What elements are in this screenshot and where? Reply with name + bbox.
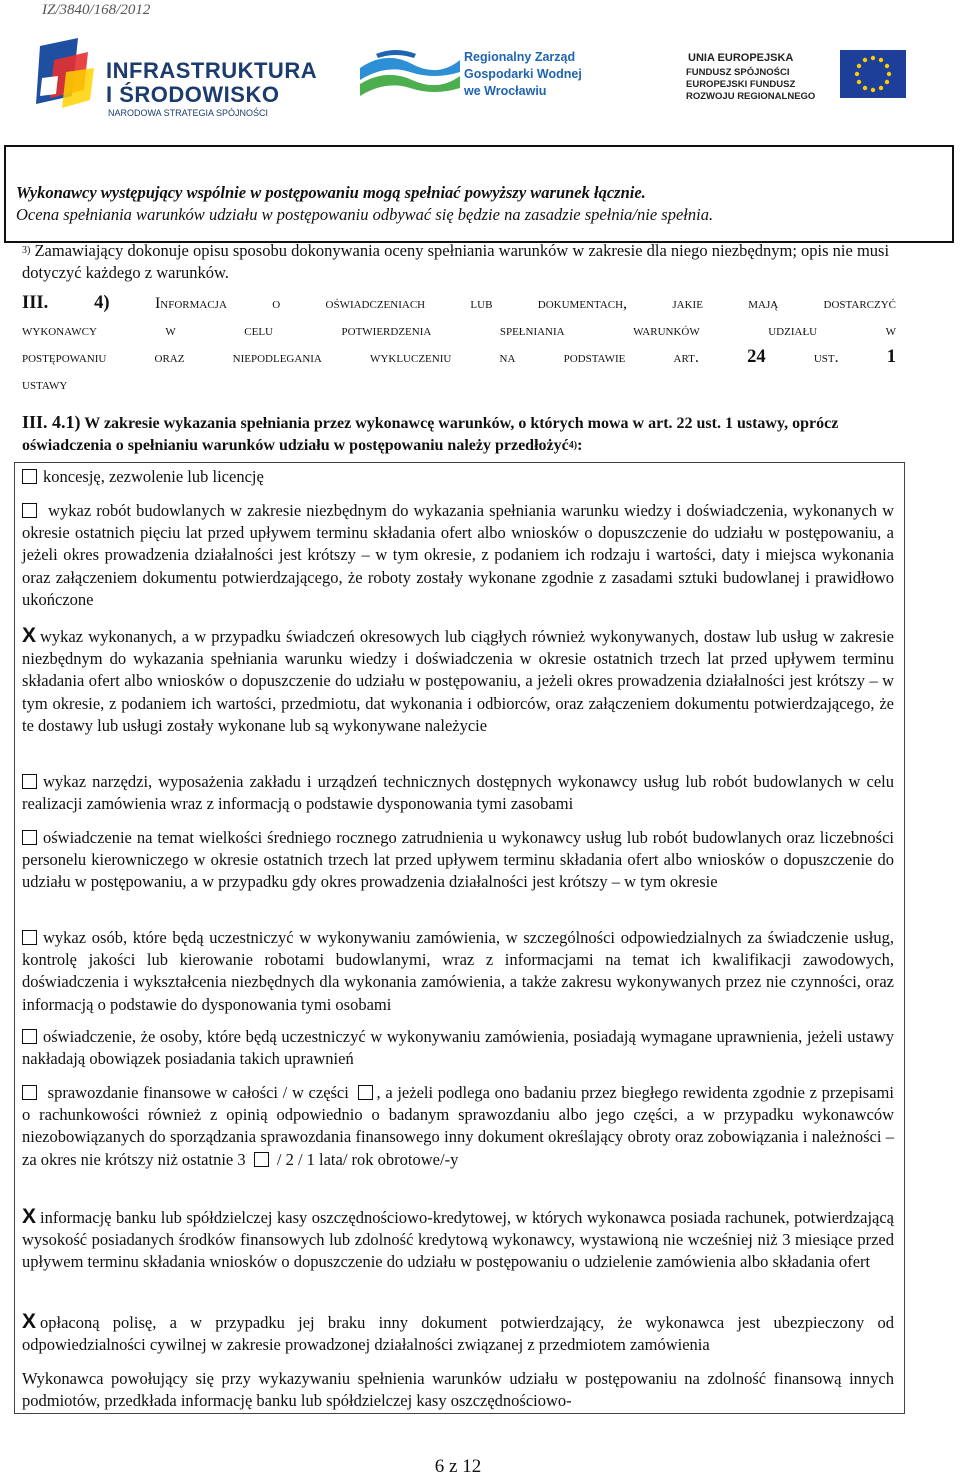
list-item: Wykonawca powołujący się przy wykazywaniu spełnienia warunków udziału w postępowaniu na zdolność finansową innych podmiotów, przedkłada informację banku lub spółdzielczej kasy oszczędnościowo- bbox=[22, 1369, 894, 1411]
subsection-heading: III. 4.1) W zakresie wykazania spełniania przez wykonawcę warunków, o których mowa w art. 22 ust. 1 ustawy, oprócz oświadczenia o spełnianiu warunków udziału w postępowaniu należy przedłożyć$^{4)}$: bbox=[22, 412, 839, 454]
eu-logo: UNIA EUROPEJSKA FUNDUSZ SPÓJNOŚCI EUROPEJSKI FUNDUSZ ROZWOJU REGIONALNEGO bbox=[656, 50, 916, 110]
list-item: X informację banku lub spółdzielczej kasy oszczędnościowo-kredytowej, w których wykonawca posiada rachunek, potwierdzającą wysokość posiadanych środków finansowych lub zdolność kredytową wykonawcy, wystawioną nie wcześniej niż 3 miesiące przed upływem terminu składania wniosków o dopuszczenie do udziału w postępowaniu o udzielenie zamówienia albo składania ofert bbox=[22, 1205, 894, 1272]
flag-logo-icon bbox=[32, 38, 98, 110]
list-item: X opłaconą polisę, a w przypadku jej braku inny dokument potwierdzający, że wykonawca jest ubezpieczony od odpowiedzialności cywilnej w zakresie prowadzonej działalności związanej z przedmiotem zamówienia bbox=[22, 1310, 894, 1355]
checkbox[interactable] bbox=[22, 1029, 37, 1044]
header-logos bbox=[20, 30, 920, 120]
checkbox[interactable] bbox=[22, 1085, 37, 1100]
list-item: oświadczenie na temat wielkości średniego rocznego zatrudnienia u wykonawcy usług lub robót budowlanych oraz liczebności personelu kierowniczego w okresie ostatnich trzech lat przed upływem terminu składania ofert albo wniosków o dopuszczenie do udziału w postępowaniu, a w przypadku gdy okres prowadzenia działalności jest krótszy – w tym okresie bbox=[22, 828, 894, 892]
checkbox[interactable] bbox=[22, 830, 37, 845]
x-mark-icon: X bbox=[22, 624, 37, 647]
top-notice-box bbox=[4, 145, 954, 243]
infrastruktura-logo: INFRASTRUKTURA I ŚRODOWISKO NARODOWA STRATEGIA SPÓJNOŚCI bbox=[32, 38, 292, 118]
list-item: wykaz robót budowlanych w zakresie niezbędnym do wykazania spełniania warunku wiedzy i doświadczenia, wykonanych w okresie ostatnich pięciu lat przed upływem terminu składania ofert albo wniosków o dopuszczenie do udziału w postępowaniu, a jeżeli okres prowadzenia działalności jest krótszy – w tym okresie, z podaniem ich rodzaju i wartości, daty i miejsca wykonania oraz załączeniem dokumentu potwierdzającego, że roboty zostały wykonane zgodnie z zasadami sztuki budowlanej i prawidłowo ukończone bbox=[22, 501, 894, 609]
checkbox[interactable] bbox=[22, 930, 37, 945]
x-mark-icon: X bbox=[22, 1205, 37, 1228]
page-number: 6 z 12 bbox=[434, 1456, 482, 1477]
checkbox[interactable] bbox=[22, 774, 37, 789]
list-item: oświadczenie, że osoby, które będą uczestniczyć w wykonywaniu zamówienia, posiadają wymagane uprawnienia, jeżeli ustawy nakładają obowiązek posiadania takich uprawnień bbox=[22, 1027, 894, 1069]
notice-line-2: Ocena spełniania warunków udziału w postępowaniu odbywać się będzie na zasadzie spełnia/nie spełnia. bbox=[16, 205, 714, 224]
list-item: X wykaz wykonanych, a w przypadku świadczeń okresowych lub ciągłych również wykonywanych, dostaw lub usług w zakresie niezbędnym do wykazania spełniania warunku wiedzy i doświadczenia w okresie ostatnich trzech lat przed upływem terminu składania ofert albo wniosków o dopuszczenie do udziału w postępowaniu, a jeżeli okres prowadzenia działalności jest krótszy – w tym okresie, z podaniem ich wartości, przedmiotu, dat wykonania i odbiorców, oraz załączeniem dokumentu potwierdzającego, że te dostawy lub usługi zostały wykonane lub są wykonywane należycie bbox=[22, 624, 894, 735]
rzgw-logo: Regionalny Zarząd Gospodarki Wodnej we Wrocławiu bbox=[356, 46, 616, 112]
list-item: koncesję, zezwolenie lub licencję bbox=[22, 466, 894, 488]
list-item: sprawozdanie finansowe w całości / w części , a jeżeli podlega ono badaniu przez biegłego rewidenta zgodnie z przepisami o rachunkowości również z opinią odpowiednio o badanym sprawozdaniu albo jego części, a w przypadku wykonawców niezobowiązanych do sporządzania sprawozdania finansowego inny dokument określający obroty oraz zobowiązania i należności – za okres nie krótszy niż ostatnie 3 / 2 / 1 lata/ rok obrotowe/-y bbox=[22, 1083, 894, 1169]
checkbox[interactable] bbox=[22, 503, 37, 518]
document-id: IZ/3840/168/2012 bbox=[42, 2, 151, 18]
section-heading: III. 4) Informacja o oświadczeniach lub dokumentach, jakie mają dostarczyć wykonawcy w celu potwierdzenia spełniania warunków udziału w postępowaniu oraz niepodlegania wykluczeniu na podstawie art. 24 ust. 1 ustawy bbox=[22, 293, 897, 393]
list-item: wykaz narzędzi, wyposażenia zakładu i urządzeń technicznych dostępnych wykonawcy usług lub robót budowlanych w celu realizacji zamówienia wraz z informacją o podstawie dysponowania tymi zasobami bbox=[22, 772, 894, 814]
wave-logo-icon bbox=[356, 46, 462, 106]
list-item: wykaz osób, które będą uczestniczyć w wykonywaniu zamówienia, w szczególności odpowiedzialnych za świadczenie usług, kontrolę jakości lub kierowanie robotami budowlanymi, wraz z informacjami na temat ich kwalifikacji zawodowych, doświadczenia i wykształcenia niezbędnych dla wykonania zamówienia, a także zakresu wykonywanych przez nie czynności, oraz informacją o podstawie do dysponowania tymi osobami bbox=[22, 928, 894, 1014]
notice-line-1: Wykonawcy występujący wspólnie w postępowaniu mogą spełniać powyższy warunek łącznie. bbox=[16, 183, 646, 202]
eu-flag-icon bbox=[840, 50, 906, 98]
checkbox[interactable] bbox=[22, 469, 37, 484]
checkbox-partial[interactable] bbox=[358, 1085, 373, 1100]
checkbox-3-years[interactable] bbox=[254, 1152, 269, 1167]
x-mark-icon: X bbox=[22, 1310, 37, 1333]
footnote-3: $^{3)}$ Zamawiający dokonuje opisu sposobu dokonywania oceny spełniania warunków w zakresie dla niego niezbędnym; opis nie musi dotyczyć każdego z warunków. bbox=[22, 241, 890, 282]
